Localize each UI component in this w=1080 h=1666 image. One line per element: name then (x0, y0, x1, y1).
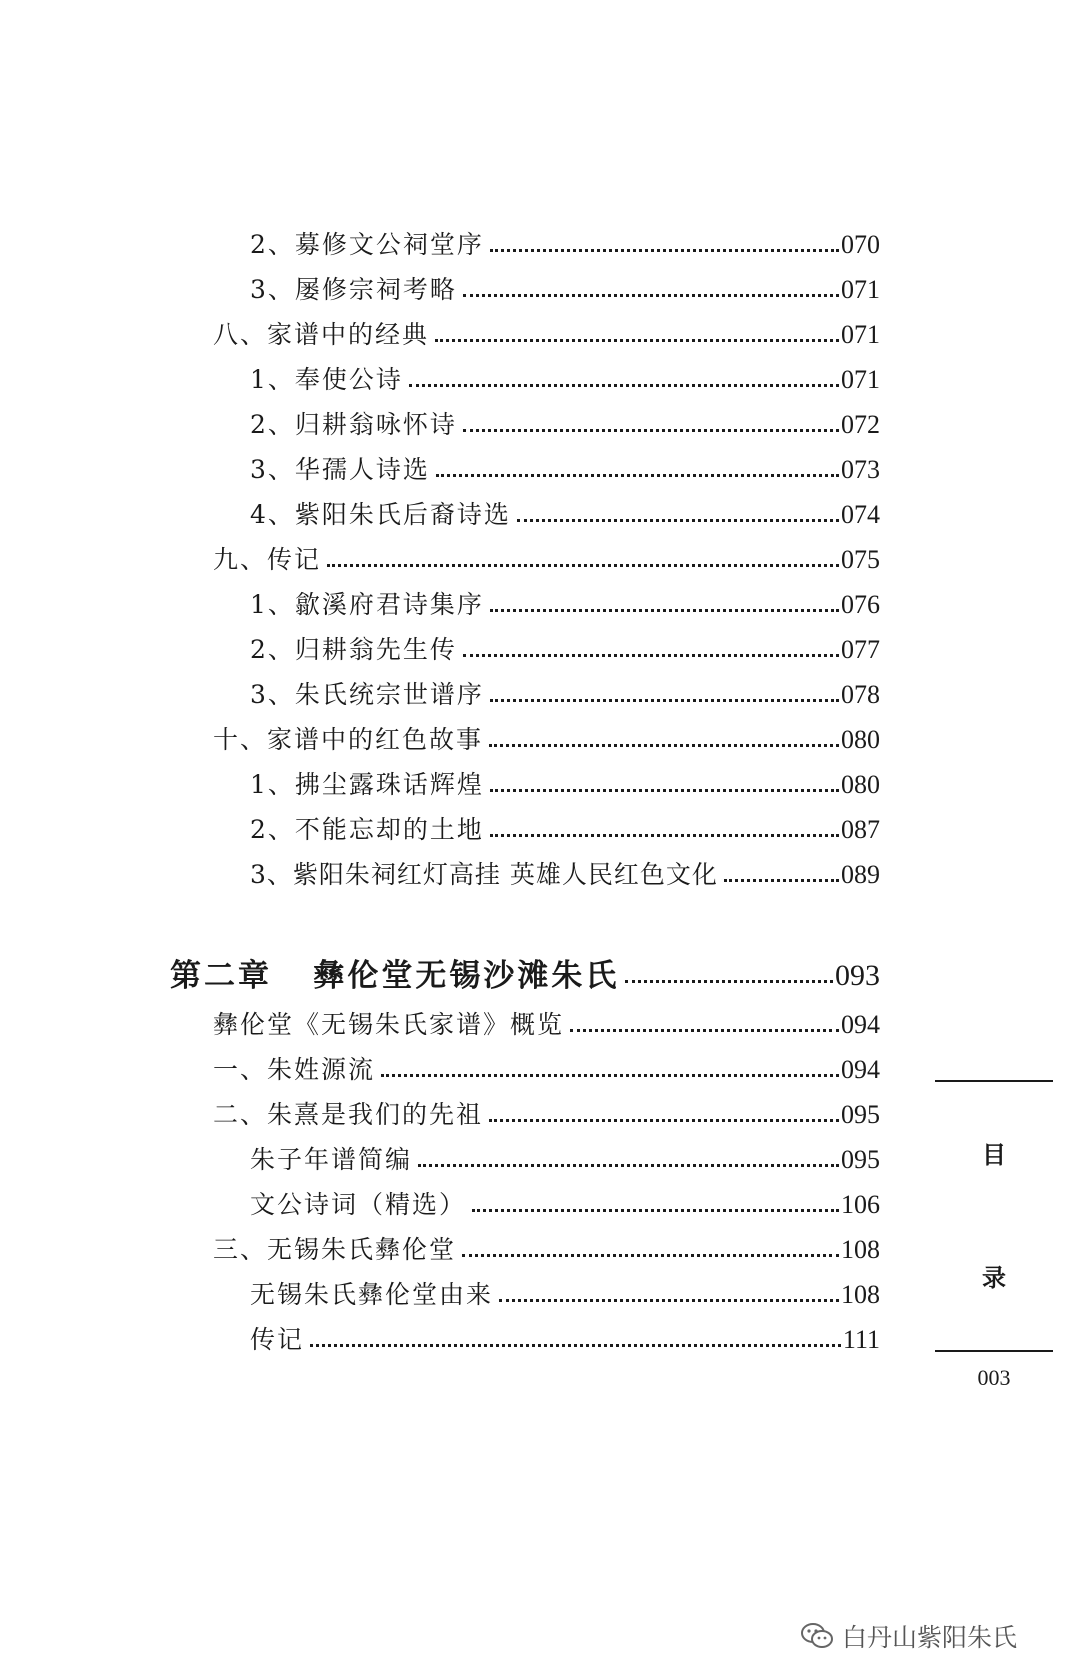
toc-section (213, 1225, 880, 1265)
toc-entry-label: 3、华孺人诗选 (250, 455, 430, 484)
toc-entry-label: 1、歙溪府君诗集序 (250, 590, 484, 619)
toc-entry (250, 1180, 880, 1220)
toc-entry (250, 355, 880, 395)
toc-entry (250, 625, 880, 665)
dot-leader (499, 1299, 839, 1302)
toc-entry-page: 071 (841, 365, 880, 394)
dot-leader (490, 699, 839, 702)
dot-leader (462, 1254, 839, 1257)
dot-leader (435, 339, 839, 342)
toc-entry-page: 106 (841, 1190, 880, 1219)
dot-leader (570, 1029, 839, 1032)
toc-entry-page: 108 (841, 1280, 880, 1309)
toc-entry-label: 2、归耕翁咏怀诗 (250, 410, 457, 439)
dot-leader (490, 609, 839, 612)
toc-entry-page: 071 (841, 320, 880, 349)
dot-leader (490, 249, 839, 252)
section-marker-char: 目 (982, 1141, 1006, 1169)
toc-section (213, 310, 880, 350)
toc-entry-page: 080 (841, 725, 880, 754)
toc-entry-label: 3、屡修宗祠考略 (250, 275, 457, 304)
dot-leader (489, 1119, 839, 1122)
dot-leader (625, 980, 833, 983)
toc-entry (250, 1315, 880, 1355)
toc-section (213, 715, 880, 755)
toc-entry-label: 二、朱熹是我们的先祖 (213, 1100, 484, 1129)
chapter-page: 093 (835, 959, 880, 992)
toc-entry (250, 580, 880, 620)
toc-entry (250, 490, 880, 530)
toc-entry-page: 094 (841, 1055, 880, 1084)
toc-entry-label: 八、家谱中的经典 (213, 320, 430, 349)
dot-leader (490, 834, 839, 837)
toc-entry-page: 073 (841, 455, 880, 484)
toc-entry (250, 805, 880, 845)
dot-leader (463, 654, 839, 657)
toc-section (213, 1090, 880, 1130)
toc-entry-page: 094 (841, 1010, 880, 1039)
toc-entry (250, 445, 880, 485)
dot-leader (724, 879, 839, 882)
toc-entry-page: 070 (841, 230, 880, 259)
page-number: 003 (977, 1365, 1011, 1390)
toc-entry (250, 1270, 880, 1310)
side-rule-top (935, 1080, 1053, 1082)
toc-entry-label: 3、朱氏统宗世谱序 (250, 680, 484, 709)
toc-entry-page: 077 (841, 635, 880, 664)
dot-leader (381, 1074, 839, 1077)
toc-entry-page: 080 (841, 770, 880, 799)
dot-leader (463, 429, 839, 432)
toc-entry-label: 十、家谱中的红色故事 (213, 725, 484, 754)
dot-leader (463, 294, 839, 297)
toc-entry-label: 3、紫阳朱祠红灯高挂 英雄人民红色文化 (250, 860, 718, 889)
toc-entry-page: 089 (841, 860, 880, 889)
toc-entry-label: 2、募修文公祠堂序 (250, 230, 484, 259)
dot-leader (517, 519, 839, 522)
dot-leader (489, 744, 839, 747)
toc-entry-page: 076 (841, 590, 880, 619)
watermark-text: 白丹山紫阳朱氏 (842, 1623, 1018, 1652)
toc-entry-label: 1、奉使公诗 (250, 365, 403, 394)
toc-entry-page: 108 (841, 1235, 880, 1264)
toc-section (213, 535, 880, 575)
toc-entry-page: 095 (841, 1100, 880, 1129)
toc-entry-label: 2、归耕翁先生传 (250, 635, 457, 664)
chapter-heading (170, 945, 880, 994)
toc-entry-label: 4、紫阳朱氏后裔诗选 (250, 500, 511, 529)
watermark (800, 1618, 1017, 1654)
toc-entry-label: 九、传记 (213, 545, 322, 574)
toc-entry-page: 078 (841, 680, 880, 709)
dot-leader (472, 1209, 839, 1212)
wechat-icon (800, 1621, 834, 1651)
toc-entry-label: 1、拂尘露珠话辉煌 (250, 770, 484, 799)
dot-leader (409, 384, 839, 387)
dot-leader (327, 564, 839, 567)
toc-entry-page: 111 (842, 1325, 880, 1354)
toc-entry-page: 071 (841, 275, 880, 304)
toc-section (213, 1000, 880, 1040)
toc-entry-label: 彝伦堂《无锡朱氏家谱》概览 (213, 1010, 565, 1039)
chapter-title: 第二章 彝伦堂无锡沙滩朱氏 (170, 958, 620, 994)
toc-entry-label: 文公诗词（精选） (250, 1190, 467, 1219)
dot-leader (310, 1344, 841, 1347)
toc-entry-label: 朱子年谱简编 (250, 1145, 413, 1174)
toc-entry (250, 760, 880, 800)
dot-leader (490, 789, 839, 792)
toc-entry (250, 265, 880, 305)
toc-entry-page: 075 (841, 545, 880, 574)
toc-section (213, 1045, 880, 1085)
side-rule-bottom (935, 1350, 1053, 1352)
toc-entry (250, 850, 880, 890)
dot-leader (436, 474, 839, 477)
toc-entry-page: 074 (841, 500, 880, 529)
toc-entry-label: 2、不能忘却的土地 (250, 815, 484, 844)
toc-entry-label: 无锡朱氏彝伦堂由来 (250, 1280, 494, 1309)
toc-entry-page: 087 (841, 815, 880, 844)
toc-entry (250, 220, 880, 260)
toc-entry-label: 三、无锡朱氏彝伦堂 (213, 1235, 457, 1264)
toc-entry-label: 一、朱姓源流 (213, 1055, 376, 1084)
dot-leader (418, 1164, 839, 1167)
toc-entry-page: 095 (841, 1145, 880, 1174)
toc-entry-label: 传记 (250, 1325, 305, 1354)
toc-entry-page: 072 (841, 410, 880, 439)
toc-entry (250, 670, 880, 710)
toc-entry (250, 1135, 880, 1175)
toc-entry (250, 400, 880, 440)
section-marker-char: 录 (982, 1264, 1006, 1292)
